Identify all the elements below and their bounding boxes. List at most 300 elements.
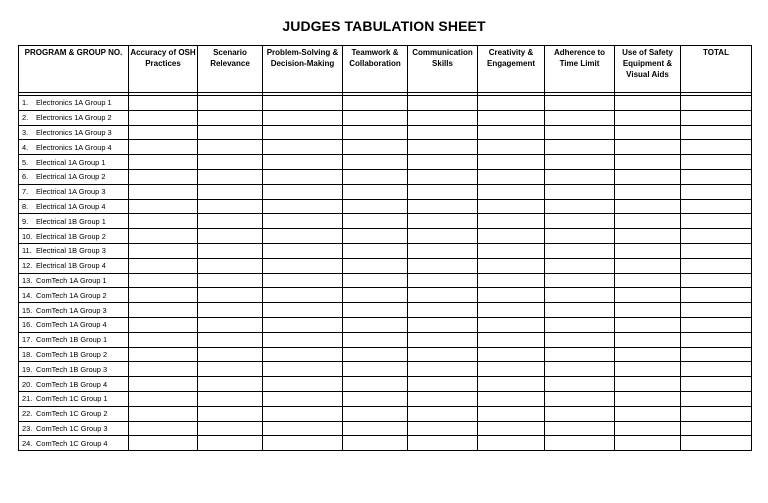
- group-name: Electrical 1B Group 3: [36, 246, 106, 256]
- teamwork-score-cell[interactable]: [343, 169, 408, 184]
- scenario-relevance-score-cell[interactable]: [198, 436, 263, 451]
- table-row: [19, 96, 752, 111]
- communication-score-cell[interactable]: [408, 406, 478, 421]
- creativity-score-cell[interactable]: [478, 96, 545, 111]
- problem-solving-score-cell[interactable]: [263, 125, 343, 140]
- table-row: [19, 140, 752, 155]
- total-score-cell[interactable]: [681, 303, 752, 318]
- time-limit-score-cell[interactable]: [545, 96, 615, 111]
- communication-score-cell[interactable]: [408, 110, 478, 125]
- total-score-cell[interactable]: [681, 317, 752, 332]
- creativity-score-cell[interactable]: [478, 406, 545, 421]
- table-row: [19, 155, 752, 170]
- teamwork-score-cell[interactable]: [343, 110, 408, 125]
- creativity-score-cell[interactable]: [478, 243, 545, 258]
- tabulation-table: [18, 45, 752, 451]
- scenario-relevance-score-cell[interactable]: [198, 229, 263, 244]
- communication-score-cell[interactable]: [408, 96, 478, 111]
- communication-score-cell[interactable]: [408, 140, 478, 155]
- table-row: [19, 199, 752, 214]
- scenario-relevance-score-cell[interactable]: [198, 377, 263, 392]
- communication-score-cell[interactable]: [408, 377, 478, 392]
- safety-equipment-score-cell[interactable]: [615, 332, 681, 347]
- communication-score-cell[interactable]: [408, 347, 478, 362]
- creativity-score-cell[interactable]: [478, 155, 545, 170]
- program-group-cell: [19, 347, 129, 362]
- creativity-score-cell[interactable]: [478, 421, 545, 436]
- problem-solving-score-cell[interactable]: [263, 421, 343, 436]
- group-name: ComTech 1C Group 2: [36, 409, 108, 419]
- communication-score-cell[interactable]: [408, 362, 478, 377]
- group-name: Electrical 1B Group 1: [36, 216, 106, 226]
- row-number: 20.: [22, 379, 33, 389]
- group-name: Electronics 1A Group 1: [36, 98, 112, 108]
- problem-solving-score-cell[interactable]: [263, 169, 343, 184]
- total-score-cell[interactable]: [681, 288, 752, 303]
- teamwork-score-cell[interactable]: [343, 377, 408, 392]
- group-name: ComTech 1A Group 2: [36, 290, 107, 300]
- problem-solving-score-cell[interactable]: [263, 155, 343, 170]
- time-limit-score-cell[interactable]: [545, 347, 615, 362]
- teamwork-score-cell[interactable]: [343, 332, 408, 347]
- table-row: [19, 169, 752, 184]
- teamwork-score-cell[interactable]: [343, 273, 408, 288]
- total-score-cell[interactable]: [681, 436, 752, 451]
- row-number: 11.: [22, 246, 32, 256]
- scenario-relevance-score-cell[interactable]: [198, 391, 263, 406]
- total-score-cell[interactable]: [681, 347, 752, 362]
- time-limit-score-cell[interactable]: [545, 155, 615, 170]
- problem-solving-score-cell[interactable]: [263, 362, 343, 377]
- time-limit-score-cell[interactable]: [545, 140, 615, 155]
- total-score-cell[interactable]: [681, 169, 752, 184]
- time-limit-score-cell[interactable]: [545, 214, 615, 229]
- creativity-score-cell[interactable]: [478, 317, 545, 332]
- safety-equipment-score-cell[interactable]: [615, 303, 681, 318]
- creativity-score-cell[interactable]: [478, 347, 545, 362]
- group-name: ComTech 1C Group 3: [36, 423, 108, 433]
- communication-score-cell[interactable]: [408, 288, 478, 303]
- osh-accuracy-score-cell[interactable]: [129, 214, 198, 229]
- total-score-cell[interactable]: [681, 96, 752, 111]
- teamwork-score-cell[interactable]: [343, 214, 408, 229]
- program-group-cell: [19, 184, 129, 199]
- table-body: [19, 93, 752, 451]
- teamwork-score-cell[interactable]: [343, 317, 408, 332]
- safety-equipment-score-cell[interactable]: [615, 288, 681, 303]
- creativity-score-cell[interactable]: [478, 288, 545, 303]
- total-score-cell[interactable]: [681, 125, 752, 140]
- teamwork-score-cell[interactable]: [343, 140, 408, 155]
- program-group-cell: [19, 391, 129, 406]
- row-number: 17.: [22, 335, 33, 345]
- communication-score-cell[interactable]: [408, 155, 478, 170]
- teamwork-score-cell[interactable]: [343, 184, 408, 199]
- safety-equipment-score-cell[interactable]: [615, 96, 681, 111]
- osh-accuracy-score-cell[interactable]: [129, 140, 198, 155]
- table-row: [19, 243, 752, 258]
- scenario-relevance-score-cell[interactable]: [198, 332, 263, 347]
- scenario-relevance-score-cell[interactable]: [198, 317, 263, 332]
- osh-accuracy-score-cell[interactable]: [129, 421, 198, 436]
- total-score-cell[interactable]: [681, 229, 752, 244]
- time-limit-score-cell[interactable]: [545, 391, 615, 406]
- problem-solving-score-cell[interactable]: [263, 317, 343, 332]
- total-score-cell[interactable]: [681, 214, 752, 229]
- program-group-cell: [19, 140, 129, 155]
- creativity-score-cell[interactable]: [478, 332, 545, 347]
- program-group-cell: [19, 155, 129, 170]
- time-limit-score-cell[interactable]: [545, 243, 615, 258]
- row-number: 3.: [22, 127, 29, 137]
- header-communication: Communication Skills: [408, 46, 478, 93]
- teamwork-score-cell[interactable]: [343, 199, 408, 214]
- problem-solving-score-cell[interactable]: [263, 347, 343, 362]
- osh-accuracy-score-cell[interactable]: [129, 96, 198, 111]
- total-score-cell[interactable]: [681, 184, 752, 199]
- creativity-score-cell[interactable]: [478, 214, 545, 229]
- safety-equipment-score-cell[interactable]: [615, 229, 681, 244]
- communication-score-cell[interactable]: [408, 214, 478, 229]
- problem-solving-score-cell[interactable]: [263, 184, 343, 199]
- total-score-cell[interactable]: [681, 243, 752, 258]
- communication-score-cell[interactable]: [408, 258, 478, 273]
- communication-score-cell[interactable]: [408, 243, 478, 258]
- time-limit-score-cell[interactable]: [545, 199, 615, 214]
- communication-score-cell[interactable]: [408, 273, 478, 288]
- problem-solving-score-cell[interactable]: [263, 391, 343, 406]
- teamwork-score-cell[interactable]: [343, 125, 408, 140]
- creativity-score-cell[interactable]: [478, 229, 545, 244]
- communication-score-cell[interactable]: [408, 421, 478, 436]
- scenario-relevance-score-cell[interactable]: [198, 288, 263, 303]
- teamwork-score-cell[interactable]: [343, 229, 408, 244]
- table-row: [19, 110, 752, 125]
- teamwork-score-cell[interactable]: [343, 258, 408, 273]
- teamwork-score-cell[interactable]: [343, 347, 408, 362]
- osh-accuracy-score-cell[interactable]: [129, 110, 198, 125]
- row-number: 16.: [22, 320, 33, 330]
- group-name: ComTech 1B Group 2: [36, 349, 108, 359]
- table-row: [19, 229, 752, 244]
- safety-equipment-score-cell[interactable]: [615, 199, 681, 214]
- row-number: 23.: [22, 423, 33, 433]
- program-group-cell: [19, 377, 129, 392]
- total-score-cell[interactable]: [681, 258, 752, 273]
- creativity-score-cell[interactable]: [478, 110, 545, 125]
- row-number: 22.: [22, 409, 33, 419]
- time-limit-score-cell[interactable]: [545, 229, 615, 244]
- time-limit-score-cell[interactable]: [545, 184, 615, 199]
- creativity-score-cell[interactable]: [478, 303, 545, 318]
- osh-accuracy-score-cell[interactable]: [129, 288, 198, 303]
- row-number: 1.: [22, 98, 29, 108]
- scenario-relevance-score-cell[interactable]: [198, 243, 263, 258]
- problem-solving-score-cell[interactable]: [263, 214, 343, 229]
- scenario-relevance-score-cell[interactable]: [198, 258, 263, 273]
- problem-solving-score-cell[interactable]: [263, 332, 343, 347]
- scenario-relevance-score-cell[interactable]: [198, 155, 263, 170]
- group-name: ComTech 1A Group 3: [36, 305, 107, 315]
- time-limit-score-cell[interactable]: [545, 421, 615, 436]
- safety-equipment-score-cell[interactable]: [615, 125, 681, 140]
- safety-equipment-score-cell[interactable]: [615, 243, 681, 258]
- teamwork-score-cell[interactable]: [343, 391, 408, 406]
- header-creativity: Creativity & Engagement: [478, 46, 545, 93]
- group-name: Electrical 1A Group 1: [36, 157, 106, 167]
- osh-accuracy-score-cell[interactable]: [129, 125, 198, 140]
- osh-accuracy-score-cell[interactable]: [129, 273, 198, 288]
- header-program-group: PROGRAM & GROUP NO.: [19, 46, 129, 93]
- total-score-cell[interactable]: [681, 110, 752, 125]
- program-group-cell: [19, 125, 129, 140]
- osh-accuracy-score-cell[interactable]: [129, 303, 198, 318]
- scenario-relevance-score-cell[interactable]: [198, 184, 263, 199]
- problem-solving-score-cell[interactable]: [263, 96, 343, 111]
- problem-solving-score-cell[interactable]: [263, 288, 343, 303]
- row-number: 12.: [22, 261, 33, 271]
- header-total: TOTAL: [681, 46, 752, 93]
- time-limit-score-cell[interactable]: [545, 362, 615, 377]
- table-row: [19, 421, 752, 436]
- row-number: 9.: [22, 216, 29, 226]
- total-score-cell[interactable]: [681, 391, 752, 406]
- safety-equipment-score-cell[interactable]: [615, 155, 681, 170]
- creativity-score-cell[interactable]: [478, 125, 545, 140]
- row-number: 24.: [22, 438, 33, 448]
- communication-score-cell[interactable]: [408, 199, 478, 214]
- group-name: ComTech 1B Group 3: [36, 364, 108, 374]
- group-name: ComTech 1A Group 4: [36, 320, 107, 330]
- scenario-relevance-score-cell[interactable]: [198, 303, 263, 318]
- group-name: Electrical 1A Group 4: [36, 201, 106, 211]
- creativity-score-cell[interactable]: [478, 184, 545, 199]
- time-limit-score-cell[interactable]: [545, 169, 615, 184]
- safety-equipment-score-cell[interactable]: [615, 214, 681, 229]
- group-name: ComTech 1C Group 4: [36, 438, 108, 448]
- safety-equipment-score-cell[interactable]: [615, 273, 681, 288]
- problem-solving-score-cell[interactable]: [263, 377, 343, 392]
- table-row: [19, 288, 752, 303]
- osh-accuracy-score-cell[interactable]: [129, 184, 198, 199]
- teamwork-score-cell[interactable]: [343, 288, 408, 303]
- creativity-score-cell[interactable]: [478, 258, 545, 273]
- total-score-cell[interactable]: [681, 273, 752, 288]
- creativity-score-cell[interactable]: [478, 436, 545, 451]
- teamwork-score-cell[interactable]: [343, 362, 408, 377]
- problem-solving-score-cell[interactable]: [263, 110, 343, 125]
- creativity-score-cell[interactable]: [478, 169, 545, 184]
- time-limit-score-cell[interactable]: [545, 303, 615, 318]
- problem-solving-score-cell[interactable]: [263, 199, 343, 214]
- scenario-relevance-score-cell[interactable]: [198, 199, 263, 214]
- safety-equipment-score-cell[interactable]: [615, 317, 681, 332]
- table-row: [19, 362, 752, 377]
- group-name: Electronics 1A Group 3: [36, 127, 112, 137]
- group-name: ComTech 1A Group 1: [36, 275, 107, 285]
- time-limit-score-cell[interactable]: [545, 317, 615, 332]
- problem-solving-score-cell[interactable]: [263, 436, 343, 451]
- communication-score-cell[interactable]: [408, 169, 478, 184]
- osh-accuracy-score-cell[interactable]: [129, 229, 198, 244]
- total-score-cell[interactable]: [681, 362, 752, 377]
- scenario-relevance-score-cell[interactable]: [198, 125, 263, 140]
- group-name: Electronics 1A Group 4: [36, 142, 112, 152]
- communication-score-cell[interactable]: [408, 436, 478, 451]
- osh-accuracy-score-cell[interactable]: [129, 377, 198, 392]
- program-group-cell: [19, 214, 129, 229]
- problem-solving-score-cell[interactable]: [263, 273, 343, 288]
- scenario-relevance-score-cell[interactable]: [198, 110, 263, 125]
- scenario-relevance-score-cell[interactable]: [198, 214, 263, 229]
- osh-accuracy-score-cell[interactable]: [129, 317, 198, 332]
- safety-equipment-score-cell[interactable]: [615, 362, 681, 377]
- osh-accuracy-score-cell[interactable]: [129, 169, 198, 184]
- row-number: 10.: [22, 231, 33, 241]
- scenario-relevance-score-cell[interactable]: [198, 347, 263, 362]
- header-teamwork: Teamwork & Collaboration: [343, 46, 408, 93]
- row-number: 2.: [22, 113, 29, 123]
- teamwork-score-cell[interactable]: [343, 155, 408, 170]
- teamwork-score-cell[interactable]: [343, 406, 408, 421]
- table-row: [19, 347, 752, 362]
- time-limit-score-cell[interactable]: [545, 258, 615, 273]
- creativity-score-cell[interactable]: [478, 391, 545, 406]
- problem-solving-score-cell[interactable]: [263, 229, 343, 244]
- total-score-cell[interactable]: [681, 332, 752, 347]
- program-group-cell: [19, 110, 129, 125]
- teamwork-score-cell[interactable]: [343, 96, 408, 111]
- communication-score-cell[interactable]: [408, 332, 478, 347]
- safety-equipment-score-cell[interactable]: [615, 421, 681, 436]
- total-score-cell[interactable]: [681, 155, 752, 170]
- creativity-score-cell[interactable]: [478, 377, 545, 392]
- table-row: [19, 391, 752, 406]
- communication-score-cell[interactable]: [408, 184, 478, 199]
- time-limit-score-cell[interactable]: [545, 125, 615, 140]
- safety-equipment-score-cell[interactable]: [615, 258, 681, 273]
- osh-accuracy-score-cell[interactable]: [129, 258, 198, 273]
- program-group-cell: [19, 229, 129, 244]
- scenario-relevance-score-cell[interactable]: [198, 140, 263, 155]
- osh-accuracy-score-cell[interactable]: [129, 347, 198, 362]
- safety-equipment-score-cell[interactable]: [615, 110, 681, 125]
- osh-accuracy-score-cell[interactable]: [129, 243, 198, 258]
- communication-score-cell[interactable]: [408, 391, 478, 406]
- row-number: 13.: [22, 275, 33, 285]
- total-score-cell[interactable]: [681, 421, 752, 436]
- total-score-cell[interactable]: [681, 377, 752, 392]
- group-name: ComTech 1B Group 4: [36, 379, 108, 389]
- safety-equipment-score-cell[interactable]: [615, 184, 681, 199]
- group-name: Electronics 1A Group 2: [36, 113, 112, 123]
- scenario-relevance-score-cell[interactable]: [198, 362, 263, 377]
- osh-accuracy-score-cell[interactable]: [129, 436, 198, 451]
- row-number: 7.: [22, 187, 29, 197]
- row-number: 21.: [22, 394, 33, 404]
- group-name: ComTech 1C Group 1: [36, 394, 108, 404]
- header-safety-equipment: Use of Safety Equipment & Visual Aids: [615, 46, 681, 93]
- group-name: ComTech 1B Group 1: [36, 335, 108, 345]
- safety-equipment-score-cell[interactable]: [615, 347, 681, 362]
- time-limit-score-cell[interactable]: [545, 288, 615, 303]
- problem-solving-score-cell[interactable]: [263, 303, 343, 318]
- problem-solving-score-cell[interactable]: [263, 258, 343, 273]
- osh-accuracy-score-cell[interactable]: [129, 155, 198, 170]
- communication-score-cell[interactable]: [408, 317, 478, 332]
- table-row: [19, 332, 752, 347]
- program-group-cell: [19, 421, 129, 436]
- row-number: 18.: [22, 349, 33, 359]
- osh-accuracy-score-cell[interactable]: [129, 332, 198, 347]
- teamwork-score-cell[interactable]: [343, 421, 408, 436]
- scenario-relevance-score-cell[interactable]: [198, 169, 263, 184]
- creativity-score-cell[interactable]: [478, 140, 545, 155]
- time-limit-score-cell[interactable]: [545, 377, 615, 392]
- time-limit-score-cell[interactable]: [545, 273, 615, 288]
- program-group-cell: [19, 199, 129, 214]
- group-name: Electrical 1A Group 2: [36, 172, 106, 182]
- osh-accuracy-score-cell[interactable]: [129, 391, 198, 406]
- safety-equipment-score-cell[interactable]: [615, 406, 681, 421]
- safety-equipment-score-cell[interactable]: [615, 140, 681, 155]
- safety-equipment-score-cell[interactable]: [615, 169, 681, 184]
- time-limit-score-cell[interactable]: [545, 332, 615, 347]
- program-group-cell: [19, 332, 129, 347]
- communication-score-cell[interactable]: [408, 125, 478, 140]
- total-score-cell[interactable]: [681, 199, 752, 214]
- program-group-cell: [19, 406, 129, 421]
- program-group-cell: [19, 288, 129, 303]
- scenario-relevance-score-cell[interactable]: [198, 406, 263, 421]
- safety-equipment-score-cell[interactable]: [615, 436, 681, 451]
- creativity-score-cell[interactable]: [478, 273, 545, 288]
- total-score-cell[interactable]: [681, 140, 752, 155]
- scenario-relevance-score-cell[interactable]: [198, 421, 263, 436]
- program-group-cell: [19, 303, 129, 318]
- teamwork-score-cell[interactable]: [343, 243, 408, 258]
- osh-accuracy-score-cell[interactable]: [129, 406, 198, 421]
- header-osh-accuracy: Accuracy of OSH Practices: [129, 46, 198, 93]
- time-limit-score-cell[interactable]: [545, 110, 615, 125]
- group-name: Electrical 1B Group 4: [36, 261, 106, 271]
- safety-equipment-score-cell[interactable]: [615, 391, 681, 406]
- creativity-score-cell[interactable]: [478, 199, 545, 214]
- scenario-relevance-score-cell[interactable]: [198, 273, 263, 288]
- problem-solving-score-cell[interactable]: [263, 406, 343, 421]
- creativity-score-cell[interactable]: [478, 362, 545, 377]
- table-row: [19, 184, 752, 199]
- program-group-cell: [19, 362, 129, 377]
- safety-equipment-score-cell[interactable]: [615, 377, 681, 392]
- total-score-cell[interactable]: [681, 406, 752, 421]
- scenario-relevance-score-cell[interactable]: [198, 96, 263, 111]
- time-limit-score-cell[interactable]: [545, 406, 615, 421]
- program-group-cell: [19, 258, 129, 273]
- osh-accuracy-score-cell[interactable]: [129, 362, 198, 377]
- teamwork-score-cell[interactable]: [343, 436, 408, 451]
- time-limit-score-cell[interactable]: [545, 436, 615, 451]
- osh-accuracy-score-cell[interactable]: [129, 199, 198, 214]
- row-number: 8.: [22, 201, 29, 211]
- teamwork-score-cell[interactable]: [343, 303, 408, 318]
- problem-solving-score-cell[interactable]: [263, 140, 343, 155]
- problem-solving-score-cell[interactable]: [263, 243, 343, 258]
- communication-score-cell[interactable]: [408, 303, 478, 318]
- table-row: [19, 406, 752, 421]
- communication-score-cell[interactable]: [408, 229, 478, 244]
- table-row: [19, 258, 752, 273]
